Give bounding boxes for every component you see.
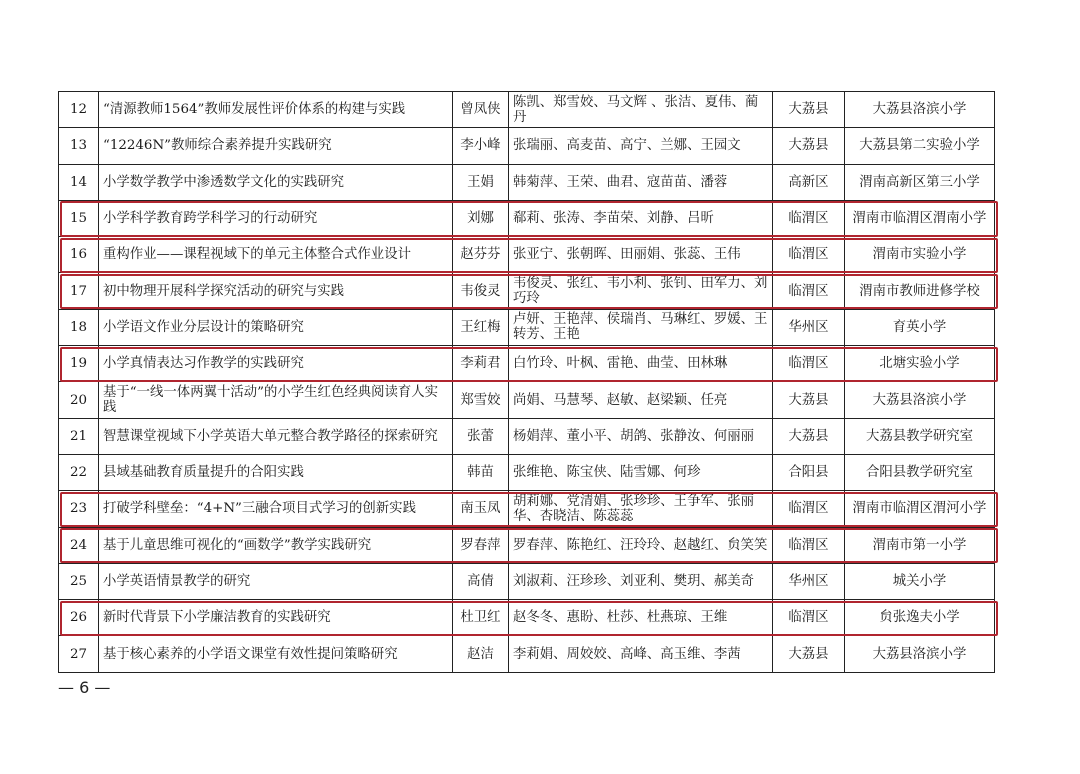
school-name-cell: 贠张逸夫小学 [845, 600, 995, 636]
project-title-cell: 县域基础教育质量提升的合阳实践 [99, 454, 453, 490]
school-name-cell: 合阳县教学研究室 [845, 454, 995, 490]
school-name-cell: 渭南市教师进修学校 [845, 273, 995, 309]
school-name-cell: 大荔县洛滨小学 [845, 636, 995, 672]
project-leader-cell: 李莉君 [453, 346, 509, 382]
project-title-cell: 基于儿童思维可视化的“画数学”教学实践研究 [99, 527, 453, 563]
project-title-cell: 初中物理开展科学探究活动的研究与实践 [99, 273, 453, 309]
row-number-cell: 14 [59, 164, 99, 200]
row-number-cell: 18 [59, 309, 99, 345]
school-name-cell: 渭南市第一小学 [845, 527, 995, 563]
district-cell: 华州区 [773, 309, 845, 345]
project-title-cell: 打破学科壁垒：“4+N”三融合项目式学习的创新实践 [99, 491, 453, 527]
table-row [59, 128, 995, 164]
project-leader-cell: 王红梅 [453, 309, 509, 345]
project-leader-cell: 罗春萍 [453, 527, 509, 563]
school-name-cell: 渭南市临渭区渭河小学 [845, 491, 995, 527]
project-leader-cell: 郑雪姣 [453, 382, 509, 418]
table-row [59, 309, 995, 345]
row-number-cell: 17 [59, 273, 99, 309]
project-title-cell: 小学科学教育跨学科学习的行动研究 [99, 200, 453, 236]
page-number: — 6 — [58, 678, 111, 697]
district-cell: 大荔县 [773, 636, 845, 672]
row-number-cell: 23 [59, 491, 99, 527]
projects-table-body [59, 92, 995, 673]
project-title-cell: 智慧课堂视域下小学英语大单元整合教学路径的探索研究 [99, 418, 453, 454]
district-cell: 华州区 [773, 563, 845, 599]
table-row [59, 346, 995, 382]
project-leader-cell: 李小峰 [453, 128, 509, 164]
project-members-cell: 刘淑莉、汪珍珍、刘亚利、樊玥、郝美奇 [509, 563, 773, 599]
project-title-cell: 基于“一线一体两翼十活动”的小学生红色经典阅读育人实践 [99, 382, 453, 418]
table-row [59, 636, 995, 672]
project-title-cell: 小学英语情景教学的研究 [99, 563, 453, 599]
table-row [59, 164, 995, 200]
project-leader-cell: 杜卫红 [453, 600, 509, 636]
project-title-cell: 新时代背景下小学廉洁教育的实践研究 [99, 600, 453, 636]
project-title-cell: 基于核心素养的小学语文课堂有效性提问策略研究 [99, 636, 453, 672]
school-name-cell: 大荔县教学研究室 [845, 418, 995, 454]
school-name-cell: 大荔县洛滨小学 [845, 92, 995, 128]
table-row [59, 382, 995, 418]
project-leader-cell: 刘娜 [453, 200, 509, 236]
table-row [59, 454, 995, 490]
school-name-cell: 大荔县洛滨小学 [845, 382, 995, 418]
project-members-cell: 张瑞丽、高麦苗、高宁、兰娜、王园文 [509, 128, 773, 164]
project-members-cell: 陈凯、郑雪姣、马文辉 、张洁、夏伟、蔺丹 [509, 92, 773, 128]
project-leader-cell: 赵洁 [453, 636, 509, 672]
project-leader-cell: 王娟 [453, 164, 509, 200]
district-cell: 临渭区 [773, 273, 845, 309]
project-leader-cell: 韩苗 [453, 454, 509, 490]
school-name-cell: 育英小学 [845, 309, 995, 345]
row-number-cell: 26 [59, 600, 99, 636]
project-members-cell: 郗莉、张涛、李苗荣、刘静、吕昕 [509, 200, 773, 236]
table-row [59, 600, 995, 636]
table-row [59, 491, 995, 527]
school-name-cell: 城关小学 [845, 563, 995, 599]
project-title-cell: 重构作业——课程视域下的单元主体整合式作业设计 [99, 237, 453, 273]
project-leader-cell: 韦俊灵 [453, 273, 509, 309]
table-row [59, 273, 995, 309]
project-title-cell: 小学真情表达习作教学的实践研究 [99, 346, 453, 382]
row-number-cell: 22 [59, 454, 99, 490]
district-cell: 合阳县 [773, 454, 845, 490]
school-name-cell: 北塘实验小学 [845, 346, 995, 382]
project-members-cell: 白竹玲、叶枫、雷艳、曲莹、田林琳 [509, 346, 773, 382]
district-cell: 临渭区 [773, 200, 845, 236]
row-number-cell: 16 [59, 237, 99, 273]
district-cell: 大荔县 [773, 418, 845, 454]
row-number-cell: 24 [59, 527, 99, 563]
district-cell: 临渭区 [773, 491, 845, 527]
project-members-cell: 赵冬冬、惠盼、杜莎、杜燕琼、王维 [509, 600, 773, 636]
table-row [59, 237, 995, 273]
district-cell: 大荔县 [773, 382, 845, 418]
project-title-cell: 小学数学教学中渗透数学文化的实践研究 [99, 164, 453, 200]
district-cell: 临渭区 [773, 600, 845, 636]
project-members-cell: 杨娟萍、董小平、胡鸽、张静汝、何丽丽 [509, 418, 773, 454]
project-members-cell: 韩菊萍、王荣、曲君、寇苗苗、潘蓉 [509, 164, 773, 200]
district-cell: 临渭区 [773, 237, 845, 273]
project-leader-cell: 高倩 [453, 563, 509, 599]
table-row [59, 418, 995, 454]
district-cell: 大荔县 [773, 128, 845, 164]
project-members-cell: 罗春萍、陈艳红、汪玲玲、赵越红、贠笑笑 [509, 527, 773, 563]
row-number-cell: 19 [59, 346, 99, 382]
row-number-cell: 12 [59, 92, 99, 128]
project-leader-cell: 赵芬芬 [453, 237, 509, 273]
project-title-cell: 小学语文作业分层设计的策略研究 [99, 309, 453, 345]
row-number-cell: 25 [59, 563, 99, 599]
table-row [59, 527, 995, 563]
row-number-cell: 20 [59, 382, 99, 418]
project-title-cell: “清源教师1564”教师发展性评价体系的构建与实践 [99, 92, 453, 128]
row-number-cell: 15 [59, 200, 99, 236]
projects-table [58, 91, 995, 673]
project-title-cell: “12246N”教师综合素养提升实践研究 [99, 128, 453, 164]
project-leader-cell: 南玉凤 [453, 491, 509, 527]
row-number-cell: 13 [59, 128, 99, 164]
table-row [59, 92, 995, 128]
project-members-cell: 李莉娟、周姣姣、高峰、高玉维、李茜 [509, 636, 773, 672]
school-name-cell: 渭南市临渭区渭南小学 [845, 200, 995, 236]
project-members-cell: 张维艳、陈宝侠、陆雪娜、何珍 [509, 454, 773, 490]
district-cell: 高新区 [773, 164, 845, 200]
school-name-cell: 渭南高新区第三小学 [845, 164, 995, 200]
district-cell: 临渭区 [773, 527, 845, 563]
project-members-cell: 张亚宁、张朝晖、田丽娟、张蕊、王伟 [509, 237, 773, 273]
project-members-cell: 胡莉娜、党清娟、张珍珍、王争军、张丽华、杏晓洁、陈蕊蕊 [509, 491, 773, 527]
project-members-cell: 尚娟、马慧琴、赵敏、赵梁颖、任亮 [509, 382, 773, 418]
table-row [59, 563, 995, 599]
project-leader-cell: 张蕾 [453, 418, 509, 454]
school-name-cell: 大荔县第二实验小学 [845, 128, 995, 164]
district-cell: 临渭区 [773, 346, 845, 382]
table-row [59, 200, 995, 236]
project-members-cell: 韦俊灵、张红、韦小利、张钊、田军力、刘巧玲 [509, 273, 773, 309]
school-name-cell: 渭南市实验小学 [845, 237, 995, 273]
row-number-cell: 21 [59, 418, 99, 454]
row-number-cell: 27 [59, 636, 99, 672]
project-leader-cell: 曾凤侠 [453, 92, 509, 128]
district-cell: 大荔县 [773, 92, 845, 128]
project-members-cell: 卢妍、王艳萍、侯瑞肖、马琳红、罗媛、王转芳、王艳 [509, 309, 773, 345]
